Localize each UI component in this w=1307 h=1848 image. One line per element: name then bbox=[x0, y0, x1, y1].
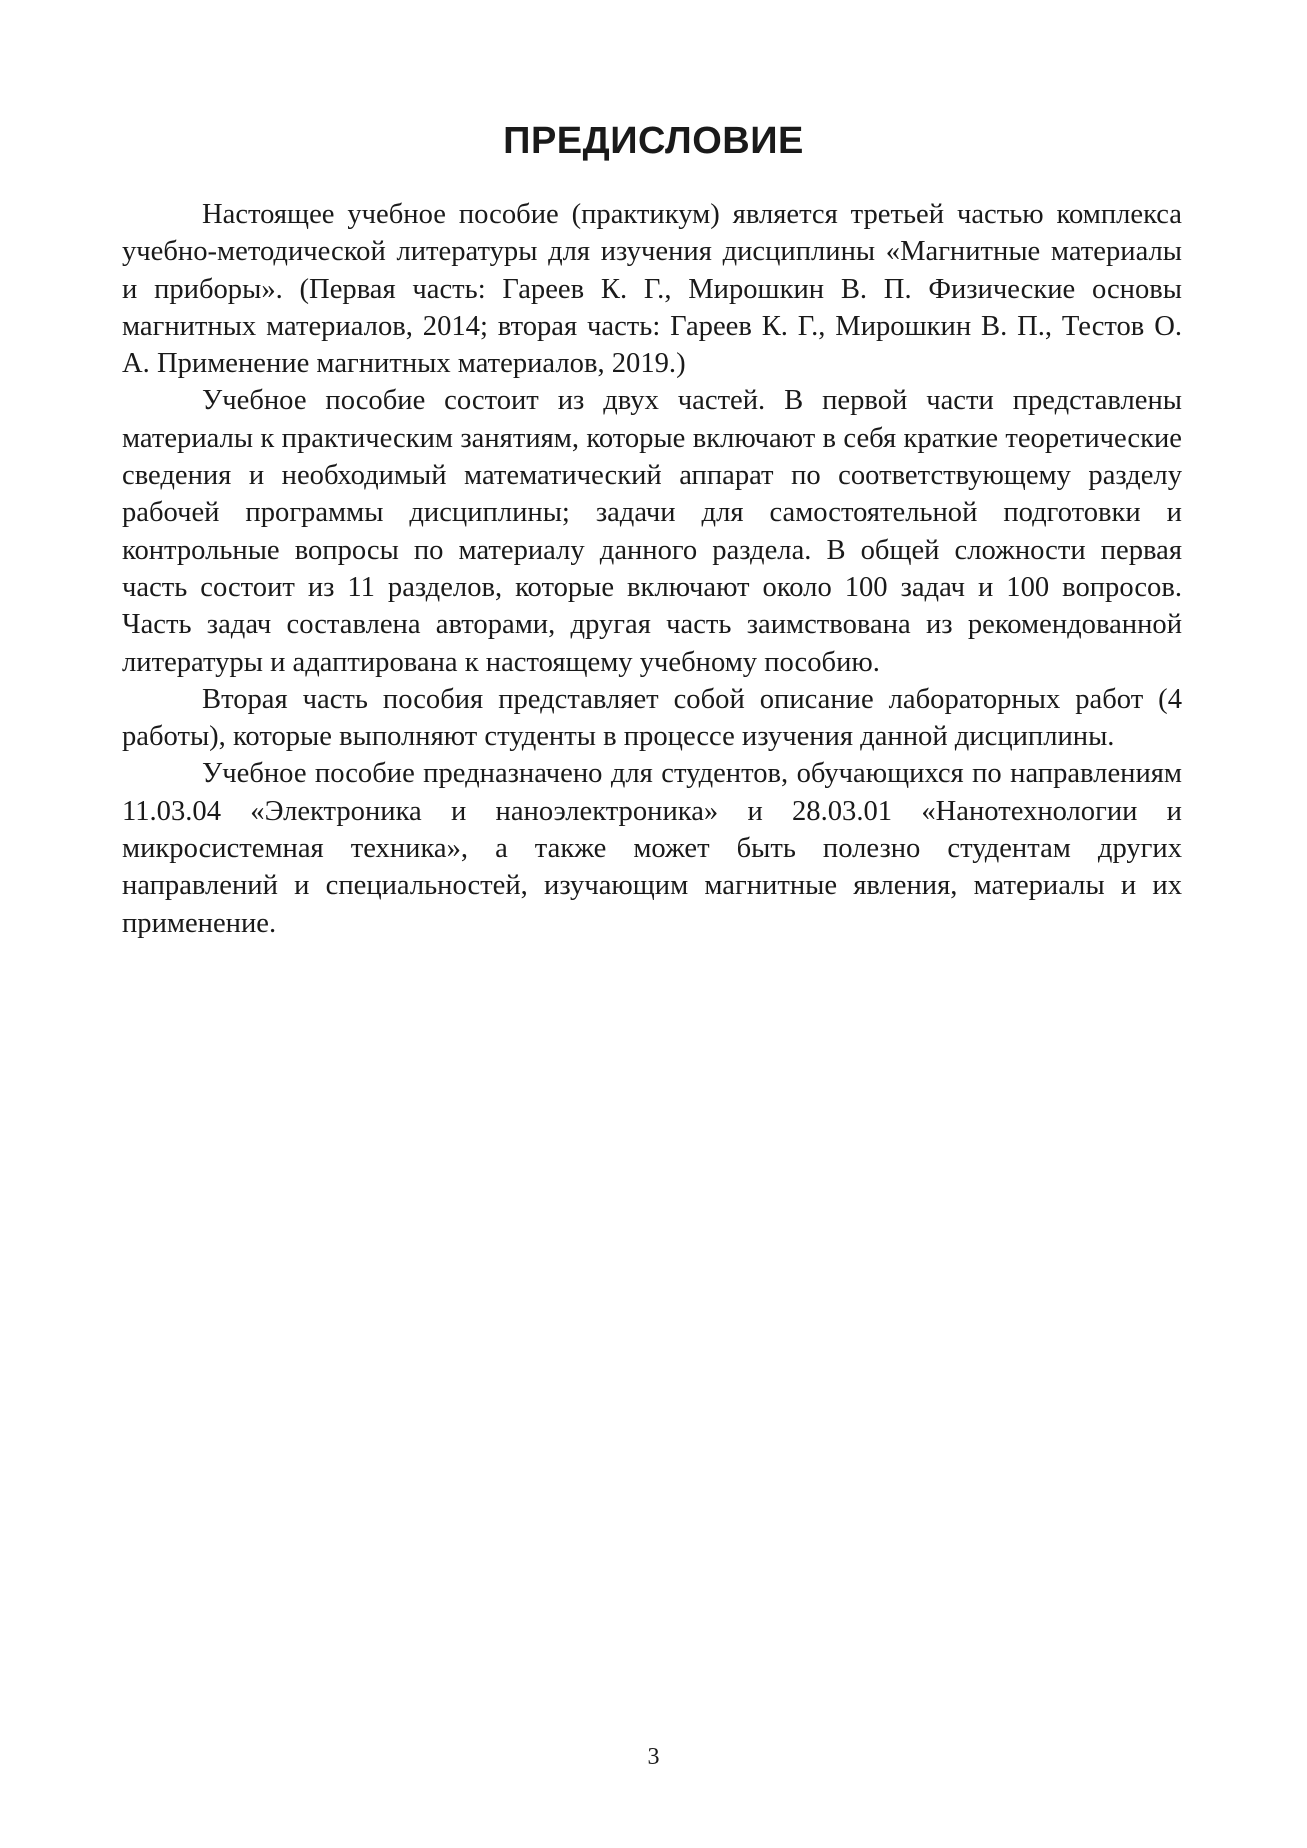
paragraph-structure: Учебное пособие состоит из двух частей. В первой части представлены материалы к практическим занятиям, которые включают в себя краткие теоретические сведения и необходимый математический аппарат по соответствующему разделу рабочей программы дисциплины; задачи для самостоятельной подготовки и контрольные вопросы по материалу данного раздела. В общей сложности первая часть состоит из 11 разделов, которые включают около 100 задач и 100 вопросов. Часть задач составлена авторами, другая часть заимствована из рекомендованной литературы и адаптирована к настоящему учебному пособию. bbox=[122, 385, 1182, 678]
page-number: 3 bbox=[647, 1744, 660, 1770]
paragraph-intro: Настоящее учебное пособие (практикум) является третьей частью комплекса учебно-методической литературы для изучения дисциплины «Магнитные материалы и приборы». (Первая часть: Гареев К. Г., Мирошкин В. П. Физические основы магнитных материалов, 2014; вторая часть: Гареев К. Г., Мирошкин В. П., Тестов О. А. Применение магнитных материалов, 2019.) bbox=[122, 199, 1182, 380]
body-text bbox=[122, 196, 1182, 942]
page-title: ПРЕДИСЛОВИЕ bbox=[503, 120, 804, 162]
paragraph-second-part: Вторая часть пособия представляет собой описание лабораторных работ (4 работы), которые выполняют студенты в процессе изучения данной дисциплины. bbox=[122, 683, 1182, 753]
paragraph-audience: Учебное пособие предназначено для студентов, обучающихся по направлениям 11.03.04 «Электроника и наноэлектроника» и 28.03.01 «Нанотехнологии и микросистемная техника», а также может быть полезно студентам других направлений и специальностей, изучающим магнитные явления, материалы и их применение. bbox=[122, 758, 1182, 939]
